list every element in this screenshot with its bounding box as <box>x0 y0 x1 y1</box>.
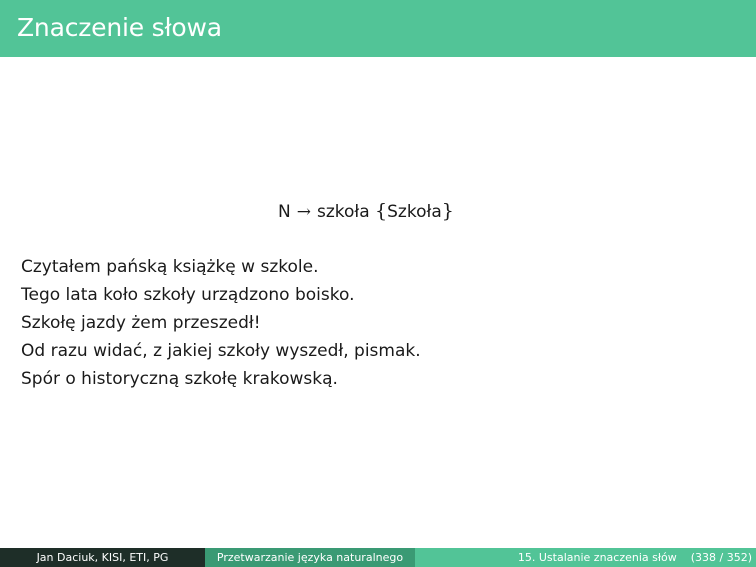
rule-word: szkoła <box>316 202 370 222</box>
footer-section: 15. Ustalanie znaczenia słów <box>517 551 677 564</box>
slide-header <box>0 0 756 57</box>
grammar-rule <box>278 200 454 222</box>
example-sentence-2: Tego lata koło szkoły urządzono boisko. <box>21 285 355 305</box>
example-sentences <box>21 253 421 393</box>
example-sentence-3: Szkołę jazdy żem przeszedł! <box>21 313 261 333</box>
footer-page-number: (338 / 352) <box>690 551 752 564</box>
example-sentence-5: Spór o historyczną szkołę krakowską. <box>21 369 338 389</box>
footer-author: Jan Daciuk, KISI, ETI, PG <box>0 548 205 567</box>
slide-footer <box>0 548 756 567</box>
example-sentence-1: Czytałem pańską książkę w szkole. <box>21 257 319 277</box>
footer-course: Przetwarzanie języka naturalnego <box>205 548 415 567</box>
footer-section-block <box>415 548 756 567</box>
rule-open-brace: { <box>375 200 388 222</box>
rule-close-brace: } <box>441 200 454 222</box>
rule-arrow: → <box>296 202 311 222</box>
rule-lhs: N <box>278 202 291 222</box>
example-sentence-4: Od razu widać, z jakiej szkoły wyszedł, pismak. <box>21 341 421 361</box>
slide-title: Znaczenie słowa <box>17 13 222 42</box>
rule-sense: Szkoła <box>387 202 442 222</box>
